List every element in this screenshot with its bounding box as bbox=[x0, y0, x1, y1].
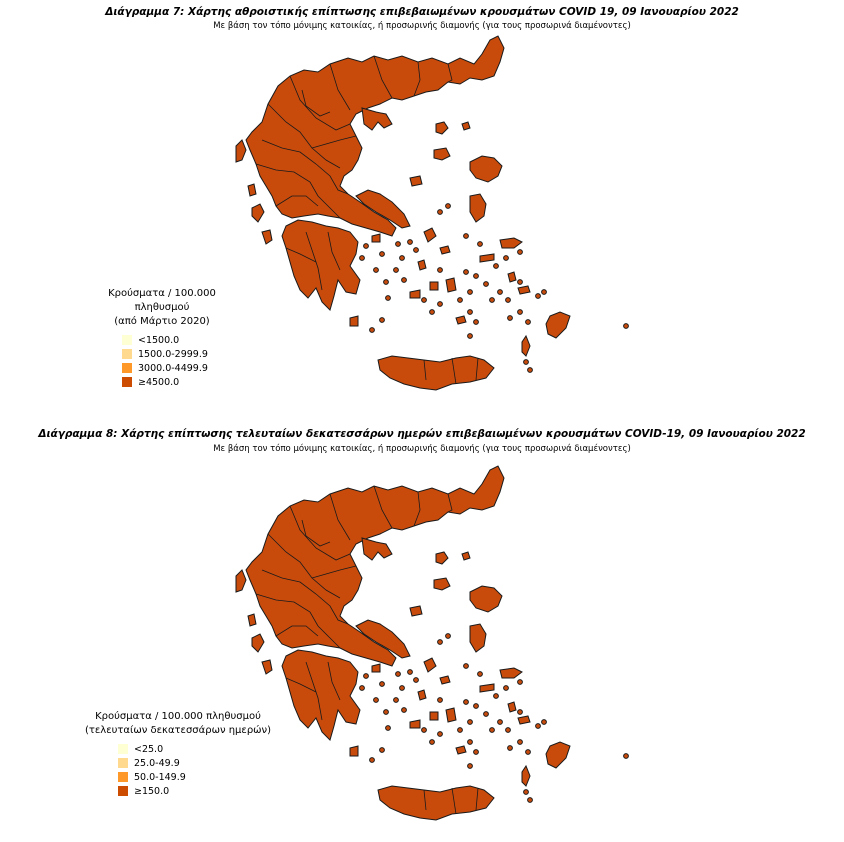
region-small-island bbox=[402, 278, 407, 283]
region-milos bbox=[410, 720, 420, 728]
region-small-island bbox=[518, 710, 523, 715]
region-syros bbox=[418, 260, 426, 270]
region-rhodes bbox=[546, 742, 570, 768]
region-small-island bbox=[438, 732, 443, 737]
region-small-island bbox=[396, 672, 401, 677]
region-small-island bbox=[504, 686, 509, 691]
legend-label: ≥4500.0 bbox=[138, 376, 180, 388]
region-chios bbox=[470, 194, 486, 222]
map-subtitle: Με βάση τον τόπο μόνιμης κατοικίας, ή προσωρινής διαμονής (για τους προσωρινά διαμένοντες) bbox=[213, 444, 631, 454]
legend-swatch bbox=[122, 349, 132, 359]
map-title: Διάγραμμα 7: Χάρτης αθροιστικής επίπτωσης επιβεβαιωμένων κρουσμάτων COVID 19, 09 Ιανουαρίου 2022 bbox=[105, 6, 739, 18]
legend-label: <25.0 bbox=[134, 743, 164, 755]
region-small-island bbox=[524, 790, 529, 795]
region-small-island bbox=[414, 678, 419, 683]
region-chios bbox=[470, 624, 486, 652]
region-small-island bbox=[400, 256, 405, 261]
region-santorini bbox=[456, 746, 466, 754]
region-small-island bbox=[360, 686, 365, 691]
region-small-island bbox=[380, 318, 385, 323]
region-small-island bbox=[624, 754, 629, 759]
region-karpathos bbox=[522, 336, 530, 356]
legend-label: 25.0-49.9 bbox=[134, 757, 180, 769]
map-title: Διάγραμμα 8: Χάρτης επίπτωσης τελευταίων δεκατεσσάρων ημερών επιβεβαιωμένων κρουσμάτων COVID-19, 09 Ιανουαρίου 2022 bbox=[38, 428, 806, 440]
region-small-island bbox=[374, 698, 379, 703]
region-lefkada bbox=[248, 184, 256, 196]
region-karpathos bbox=[522, 766, 530, 786]
region-small-island bbox=[508, 746, 513, 751]
region-small-island bbox=[394, 268, 399, 273]
region-small-island bbox=[508, 316, 513, 321]
legend-swatch bbox=[118, 786, 128, 796]
region-small-island bbox=[528, 368, 533, 373]
region-small-island bbox=[468, 740, 473, 745]
region-kalymnos bbox=[508, 702, 516, 712]
region-syros bbox=[418, 690, 426, 700]
region-kefalonia bbox=[252, 204, 264, 222]
legend-swatch bbox=[118, 744, 128, 754]
legend-label: 1500.0-2999.9 bbox=[138, 348, 208, 360]
region-small-island bbox=[438, 698, 443, 703]
legend-label: ≥150.0 bbox=[134, 785, 170, 797]
region-paros bbox=[430, 712, 438, 720]
region-zakynthos bbox=[262, 660, 272, 674]
region-small-island bbox=[384, 280, 389, 285]
legend-item bbox=[82, 375, 242, 389]
region-small-island bbox=[468, 764, 473, 769]
region-kalymnos bbox=[508, 272, 516, 282]
legend-item bbox=[82, 333, 242, 347]
region-small-island bbox=[438, 210, 443, 215]
region-small-island bbox=[474, 320, 479, 325]
legend-item bbox=[78, 756, 278, 770]
region-small-island bbox=[408, 670, 413, 675]
region-lesvos bbox=[470, 586, 502, 612]
region-small-island bbox=[394, 698, 399, 703]
region-limnos bbox=[434, 578, 450, 590]
region-naxos bbox=[446, 278, 456, 292]
region-samothraki bbox=[462, 122, 470, 130]
region-small-island bbox=[542, 720, 547, 725]
region-kefalonia bbox=[252, 634, 264, 652]
region-small-island bbox=[490, 728, 495, 733]
region-small-island bbox=[364, 674, 369, 679]
legend-item bbox=[78, 784, 278, 798]
region-small-island bbox=[468, 720, 473, 725]
region-peloponnese bbox=[282, 220, 360, 310]
region-tinos bbox=[440, 246, 450, 254]
region-small-island bbox=[518, 310, 523, 315]
legend-title-line2: (τελευταίων δεκατεσσάρων ημερών) bbox=[84, 725, 272, 736]
region-small-island bbox=[430, 740, 435, 745]
region-small-island bbox=[528, 798, 533, 803]
region-small-island bbox=[370, 758, 375, 763]
legend-label: 3000.0-4499.9 bbox=[138, 362, 208, 374]
legend-title-line1: Κρούσματα / 100.000 πληθυσμού bbox=[95, 711, 261, 722]
region-halkidiki bbox=[362, 538, 392, 560]
region-small-island bbox=[468, 310, 473, 315]
region-small-island bbox=[380, 682, 385, 687]
legend-swatch bbox=[122, 377, 132, 387]
region-small-island bbox=[438, 302, 443, 307]
legend-label: 50.0-149.9 bbox=[134, 771, 186, 783]
region-andros bbox=[424, 658, 436, 672]
region-small-island bbox=[458, 298, 463, 303]
region-small-island bbox=[518, 740, 523, 745]
region-small-island bbox=[380, 252, 385, 257]
region-small-island bbox=[506, 298, 511, 303]
region-small-island bbox=[464, 270, 469, 275]
region-small-island bbox=[484, 712, 489, 717]
region-small-island bbox=[438, 268, 443, 273]
greece-regions bbox=[236, 36, 628, 390]
region-small-island bbox=[526, 750, 531, 755]
legend-swatch bbox=[118, 758, 128, 768]
region-small-island bbox=[422, 728, 427, 733]
region-small-island bbox=[518, 680, 523, 685]
region-small-island bbox=[518, 250, 523, 255]
region-small-island bbox=[624, 324, 629, 329]
region-aegina bbox=[372, 234, 380, 242]
legend-item bbox=[78, 770, 278, 784]
region-small-island bbox=[498, 290, 503, 295]
region-small-island bbox=[414, 248, 419, 253]
region-kos bbox=[518, 286, 530, 294]
legend-swatch bbox=[122, 363, 132, 373]
region-paros bbox=[430, 282, 438, 290]
region-small-island bbox=[474, 704, 479, 709]
legend-label: <1500.0 bbox=[138, 334, 180, 346]
region-small-island bbox=[494, 264, 499, 269]
region-small-island bbox=[536, 724, 541, 729]
region-samothraki bbox=[462, 552, 470, 560]
region-small-island bbox=[370, 328, 375, 333]
region-thasos bbox=[436, 122, 448, 134]
region-small-island bbox=[464, 700, 469, 705]
region-small-island bbox=[396, 242, 401, 247]
region-peloponnese bbox=[282, 650, 360, 740]
region-small-island bbox=[430, 310, 435, 315]
region-lesvos bbox=[470, 156, 502, 182]
region-andros bbox=[424, 228, 436, 242]
region-small-island bbox=[468, 290, 473, 295]
legend-item bbox=[82, 361, 242, 375]
legend-item bbox=[78, 742, 278, 756]
region-ikaria bbox=[480, 254, 494, 262]
region-limnos bbox=[434, 148, 450, 160]
map-subtitle: Με βάση τον τόπο μόνιμης κατοικίας, ή προσωρινής διαμονής (για τους προσωρινά διαμένοντες) bbox=[213, 21, 631, 31]
region-small-island bbox=[364, 244, 369, 249]
map-panel-14day bbox=[0, 420, 844, 842]
region-small-island bbox=[484, 282, 489, 287]
region-halkidiki bbox=[362, 108, 392, 130]
region-small-island bbox=[400, 686, 405, 691]
map-panel-cumulative bbox=[0, 0, 844, 415]
region-small-island bbox=[464, 234, 469, 239]
region-small-island bbox=[536, 294, 541, 299]
region-small-island bbox=[468, 334, 473, 339]
region-tinos bbox=[440, 676, 450, 684]
legend-item bbox=[82, 347, 242, 361]
region-small-island bbox=[402, 708, 407, 713]
region-kos bbox=[518, 716, 530, 724]
region-thasos bbox=[436, 552, 448, 564]
region-kythira bbox=[350, 316, 358, 326]
legend bbox=[78, 710, 278, 798]
greece-regions bbox=[236, 466, 628, 820]
legend-swatch bbox=[118, 772, 128, 782]
region-lefkada bbox=[248, 614, 256, 626]
region-small-island bbox=[458, 728, 463, 733]
region-small-island bbox=[446, 204, 451, 209]
legend bbox=[82, 287, 242, 389]
region-small-island bbox=[474, 750, 479, 755]
region-small-island bbox=[474, 274, 479, 279]
legend-title-line1: Κρούσματα / 100.000 πληθυσμού bbox=[108, 288, 216, 313]
region-santorini bbox=[456, 316, 466, 324]
region-small-island bbox=[478, 672, 483, 677]
region-small-island bbox=[374, 268, 379, 273]
region-small-island bbox=[408, 240, 413, 245]
region-skyros bbox=[410, 606, 422, 616]
region-corfu bbox=[236, 570, 246, 592]
region-small-island bbox=[518, 280, 523, 285]
region-small-island bbox=[438, 640, 443, 645]
region-corfu bbox=[236, 140, 246, 162]
region-naxos bbox=[446, 708, 456, 722]
region-aegina bbox=[372, 664, 380, 672]
region-small-island bbox=[524, 360, 529, 365]
region-small-island bbox=[506, 728, 511, 733]
region-small-island bbox=[384, 710, 389, 715]
region-small-island bbox=[422, 298, 427, 303]
region-small-island bbox=[360, 256, 365, 261]
region-samos bbox=[500, 238, 522, 248]
region-milos bbox=[410, 290, 420, 298]
region-small-island bbox=[504, 256, 509, 261]
legend-swatch bbox=[122, 335, 132, 345]
region-small-island bbox=[490, 298, 495, 303]
region-small-island bbox=[542, 290, 547, 295]
region-samos bbox=[500, 668, 522, 678]
legend-title-line2: (από Μάρτιο 2020) bbox=[114, 316, 210, 327]
region-zakynthos bbox=[262, 230, 272, 244]
region-small-island bbox=[494, 694, 499, 699]
region-kythira bbox=[350, 746, 358, 756]
region-small-island bbox=[464, 664, 469, 669]
region-small-island bbox=[478, 242, 483, 247]
region-small-island bbox=[386, 726, 391, 731]
region-small-island bbox=[526, 320, 531, 325]
region-rhodes bbox=[546, 312, 570, 338]
region-small-island bbox=[446, 634, 451, 639]
region-skyros bbox=[410, 176, 422, 186]
region-small-island bbox=[386, 296, 391, 301]
region-small-island bbox=[380, 748, 385, 753]
region-small-island bbox=[498, 720, 503, 725]
region-ikaria bbox=[480, 684, 494, 692]
